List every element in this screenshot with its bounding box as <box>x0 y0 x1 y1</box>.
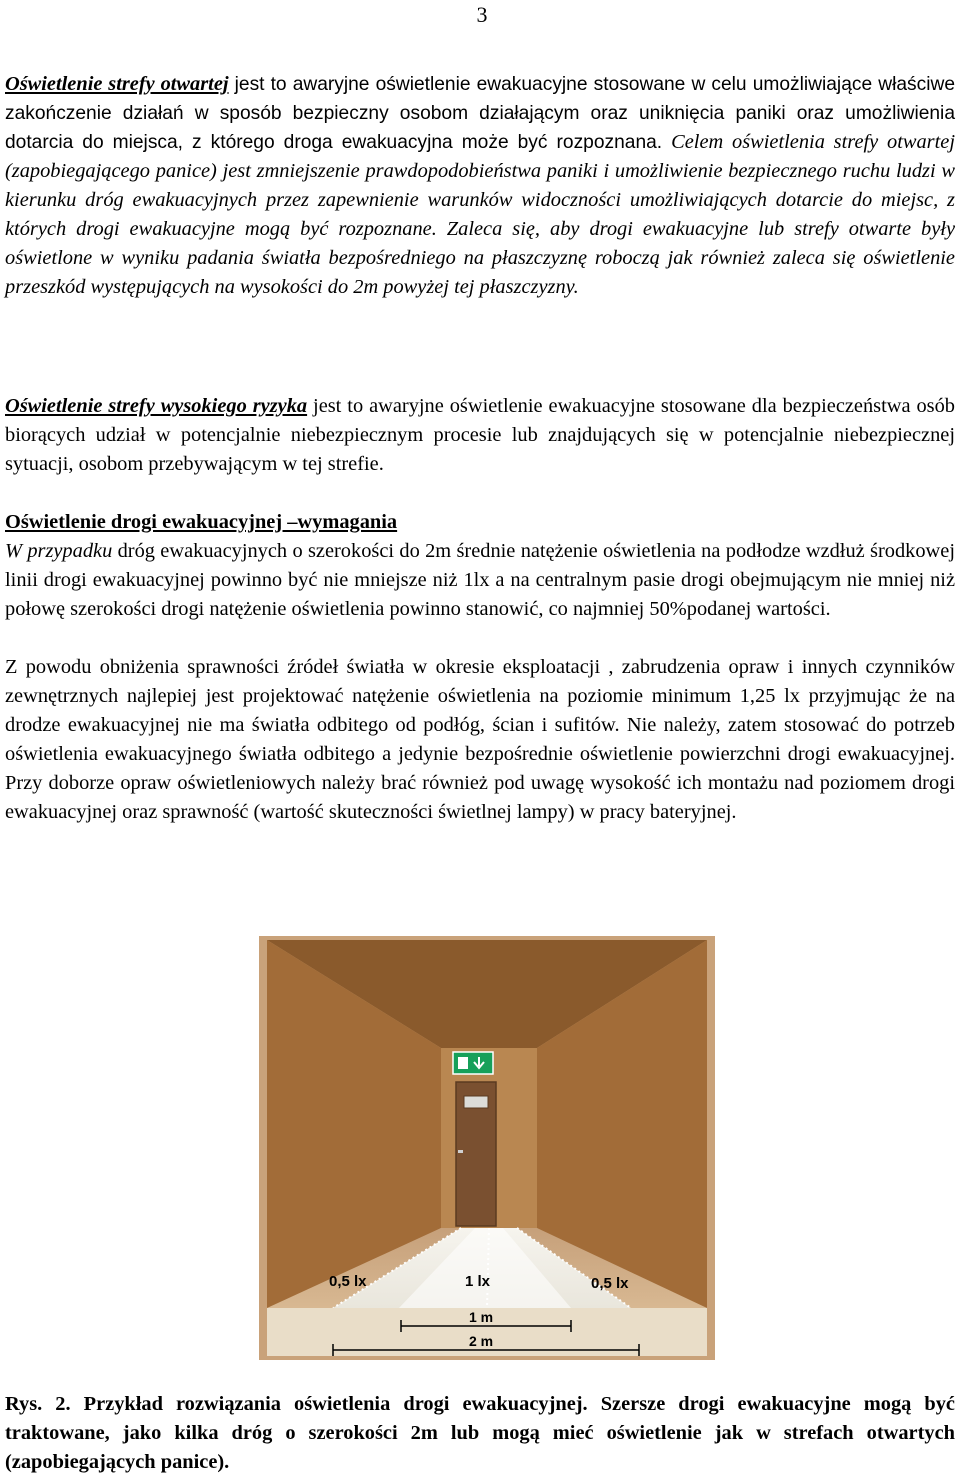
door-window <box>464 1096 488 1108</box>
dimension-2m-label: 2 m <box>469 1333 494 1349</box>
paragraph-open-area <box>5 70 955 302</box>
requirements-text-1: dróg ewakuacyjnych o szerokości do 2m średnie natężenie oświetlenia na podłodze wzdłuż środkowej linii drogi ewakuacyjnej powinno być nie mniejsze niż 1lx a na centralnym pasie drogi obejmującym nie mniej niż połowę szerokości drogi natężenie oświetlenia powinno stanowić, co najmniej 50%podanej wartości. <box>5 540 955 620</box>
corridor-illustration <box>253 930 721 1366</box>
label-right-lux: 0,5 lx <box>591 1275 629 1292</box>
requirements-intro: W przypadku <box>5 540 113 562</box>
label-center-lux: 1 lx <box>465 1273 491 1290</box>
paragraph-requirements-2: Z powodu obniżenia sprawności źródeł światła w okresie eksploatacji , zabrudzenia opraw i innych czynników zewnętrznych najlepiej jest projektować natężenie oświetlenia na poziomie minimum 1,25 lx przyjmując że na drodze ewakuacyjnej nie ma światła odbitego od podłóg, ścian i sufitów. Nie należy, zatem stosować do potrzeb oświetlenia ewakuacyjnego światła odbitego a jedynie bezpośrednie oświetlenie powierzchni drogi ewakuacyjnej. Przy doborze opraw oświetleniowych należy brać również pod uwagę wysokość ich montażu nad poziomem drogi ewakuacyjnej oraz sprawność (wartość skuteczności świetlnej lampy) w pracy bateryjnej. <box>5 656 955 823</box>
label-left-lux: 0,5 lx <box>329 1273 367 1290</box>
door-handle <box>458 1150 463 1153</box>
requirements-heading: Oświetlenie drogi ewakuacyjnej –wymagania <box>5 511 398 533</box>
term-open-area: Oświetlenie strefy otwartej <box>5 73 229 95</box>
dimension-1m-label: 1 m <box>469 1309 494 1325</box>
figure-caption: Rys. 2. Przykład rozwiązania oświetlenia drogi ewakuacyjnej. Szersze drogi ewakuacyjne mogą być traktowane, jako kilka dróg o szerokości 2m lub mogą mieć oświetlenie jak w strefach otwartych (zapobiegających panice). <box>5 1393 955 1473</box>
exit-sign-door-icon <box>458 1057 468 1069</box>
paragraph-open-area-definition: jest to awaryjne oświetlenie ewakuacyjne stosowane w celu umożliwiające właściwe zakończenie działań w sposób bezpieczny osobom działającym oraz uniknięcia paniki oraz umożliwienia dotarcia do miejsca, z którego droga ewakuacyjna może być rozpoznana. <box>5 74 955 153</box>
paragraph-high-risk-definition: jest to awaryjne oświetlenie ewakuacyjne stosowane dla bezpieczeństwa osób biorących udział w potencjalnie niebezpiecznym procesie lub znajdujących się w potencjalnie niebezpiecznej sytuacji, osobom przebywającym w tej strefie. <box>5 395 956 475</box>
paragraph-requirements-1 <box>5 537 955 624</box>
paragraph-open-area-purpose: Celem oświetlenia strefy otwartej (zapobiegającego panice) jest zmniejszenie prawdopodobieństwa paniki i umożliwienie bezpiecznego ruchu ludzi w kierunku dróg ewakuacyjnych przez zapewnienie warunków widoczności umożliwiających dotarcie do miejsc, z których drogi ewakuacyjne mogą być rozpoznane. Zaleca się, aby drogi ewakuacyjne lub strefy otwarte były oświetlone w wyniku padania światła bezpośredniego na płaszczyznę roboczą jak również zaleca się oświetlenie przeszkód występujących na wysokości do 2m powyżej tej płaszczyzny. <box>5 131 955 298</box>
term-high-risk: Oświetlenie strefy wysokiego ryzyka <box>5 395 308 417</box>
page-number: 3 <box>476 2 488 27</box>
paragraph-high-risk <box>5 392 955 479</box>
